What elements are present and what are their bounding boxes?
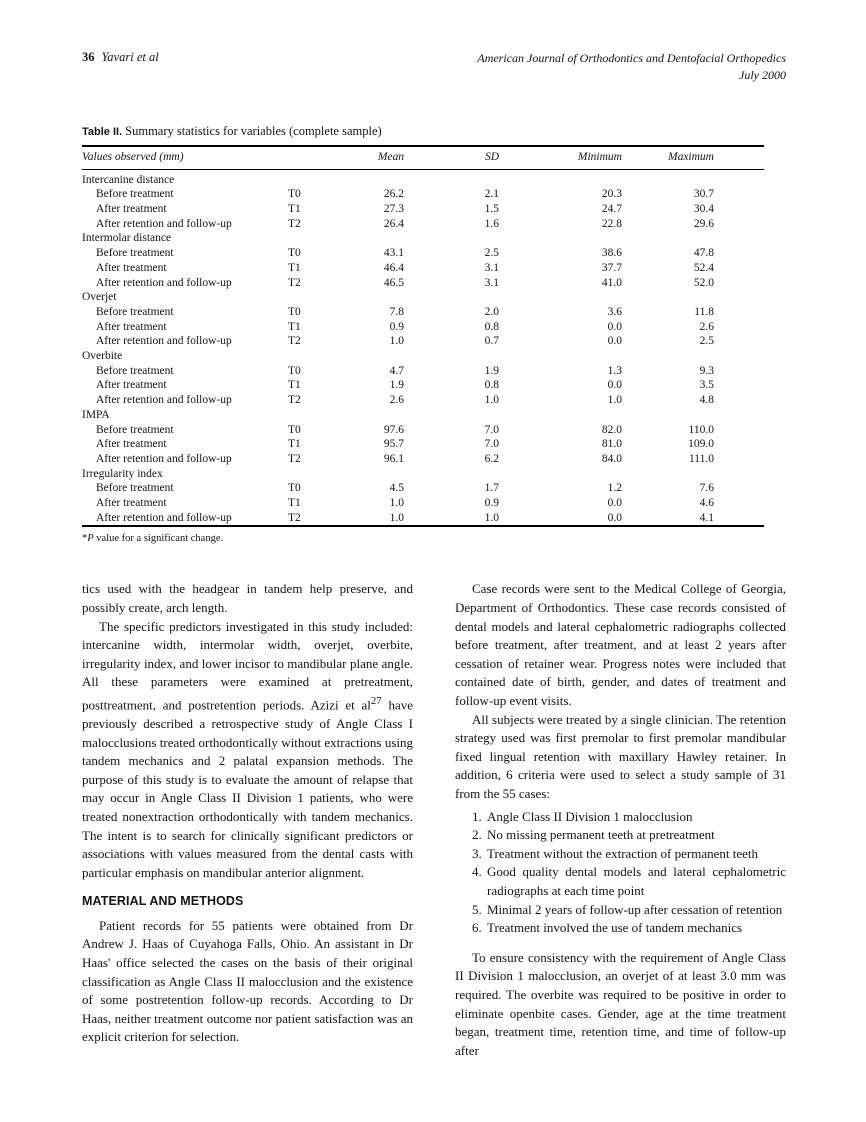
- table-cell: 30.4: [693, 203, 714, 215]
- table-block: [82, 124, 786, 545]
- table-cell: 30.7: [693, 188, 714, 201]
- table-cell: 9.3: [699, 364, 714, 377]
- group-name: Overbite: [82, 350, 123, 363]
- col-header-minimum: Minimum: [499, 146, 622, 170]
- paragraph-text: The specific predictors investigated in this study included: intercanine width, intermolar width, overjet, overbite, irregularity index, and lower incisor to mandibular plane angle. All these parameters were examined at pretreatment, posttreatment, and postretention periods. Azizi et al: [82, 618, 413, 713]
- table-cell: 4.1: [699, 511, 714, 524]
- table-cell: 2.1: [484, 188, 499, 201]
- table-cell: T2: [288, 217, 301, 230]
- left-column: [82, 580, 413, 1060]
- table-row: [82, 187, 764, 202]
- table-cell: After retention and follow-up: [96, 511, 232, 524]
- running-head-left: [82, 50, 159, 65]
- col-header-variable: Values observed (mm): [82, 146, 282, 170]
- table-cell: T0: [288, 482, 301, 495]
- table-cell: T0: [288, 423, 301, 436]
- table-cell: 4.5: [389, 482, 404, 495]
- table-cell: 7.6: [699, 482, 714, 495]
- running-head-right: [477, 50, 786, 84]
- criteria-item: 3. Treatment without the extraction of permanent teeth: [485, 845, 786, 864]
- table-cell: After treatment: [96, 438, 167, 451]
- table-cell: 52.0: [693, 276, 714, 289]
- table-cell: After retention and follow-up: [96, 276, 232, 289]
- table-cell: After retention and follow-up: [96, 335, 232, 348]
- running-authors: Yavari et al: [101, 50, 159, 64]
- table-cell: 3.5: [699, 379, 714, 392]
- table-cell: Before treatment: [96, 247, 174, 260]
- table-cell: 4.8: [699, 394, 714, 407]
- table-cell: After retention and follow-up: [96, 452, 232, 465]
- table-cell: 3.1: [484, 261, 499, 274]
- table-cell: 1.0: [389, 497, 404, 510]
- criteria-item: 6. Treatment involved the use of tandem mechanics: [485, 919, 786, 938]
- group-name: Irregularity index: [82, 467, 163, 480]
- table-row: [82, 378, 764, 393]
- footnote-star: *: [82, 533, 88, 545]
- table-cell: Before treatment: [96, 423, 174, 436]
- table-cell: 27.3: [383, 203, 404, 215]
- col-header-mean: Mean: [352, 146, 404, 170]
- table-cell: After treatment: [96, 497, 167, 510]
- paragraph-patient-records: Patient records for 55 patients were obtained from Dr Andrew J. Haas of Cuyahoga Falls, Ohio. An assistant in Dr Haas' office selected the cases on the basis of their original classification as Angle Class II malocclusion and the existence of some postretention follow-up records. According to Dr Haas, neither treatment outcome nor patient satisfaction was an explicit criterion for selection.: [82, 917, 413, 1045]
- paragraph-predictors: [82, 618, 413, 883]
- summary-statistics-table: [82, 145, 764, 528]
- right-column: [455, 580, 786, 1060]
- table-row: [82, 334, 764, 349]
- table-group-header-row: [82, 349, 764, 364]
- table-cell: 96.1: [383, 452, 404, 465]
- article-body: [82, 580, 786, 1060]
- table-cell: 3.1: [484, 276, 499, 289]
- group-name: IMPA: [82, 408, 110, 421]
- paragraph-consistency: To ensure consistency with the requirement of Angle Class II Division 1 malocclusion, an overjet of at least 3.0 mm was required. The overbite was required to be positive in order to eliminate openbite cases. Gender, age at the time treatment began, treatment time, retention time, and time of follow-up after: [455, 949, 786, 1058]
- table-cell: T1: [288, 379, 301, 392]
- table-row: [82, 496, 764, 511]
- table-cell: 1.6: [484, 217, 499, 230]
- table-cell: 2.6: [389, 394, 404, 407]
- paragraph-retention-strategy: All subjects were treated by a single clinician. The retention strategy used was first premolar to first premolar mandibular fixed lingual retention with maxillary Hawley retainer. In addition, 6 criteria were used to select a study sample of 31 from the 55 cases:: [455, 711, 786, 801]
- table-cell: 38.6: [601, 247, 622, 260]
- table-cell: T2: [288, 276, 301, 289]
- table-cell: After retention and follow-up: [96, 217, 232, 230]
- table-cell: 6.2: [484, 452, 499, 465]
- table-cell: 46.4: [383, 261, 404, 274]
- criteria-item: 1. Angle Class II Division 1 malocclusion: [485, 808, 786, 827]
- table-cell: 20.3: [601, 188, 622, 201]
- table-cell: 3.6: [607, 305, 622, 318]
- paragraph-case-records: Case records were sent to the Medical College of Georgia, Department of Orthodontics. These case records consisted of dental models and lateral cephalometric radiographs collected before treatment, after treatment, and at least 2 years after cessation of retainer wear. Progress notes were included that contained date of birth, gender, and dates of treatment and follow-up event visits.: [455, 581, 786, 709]
- running-head: [82, 50, 786, 84]
- table-cell: 84.0: [601, 452, 622, 465]
- table-row: [82, 437, 764, 452]
- table-cell: 0.0: [607, 511, 622, 524]
- paragraph-continuation: tics used with the headgear in tandem help preserve, and possibly create, arch length.: [82, 581, 413, 616]
- col-header-maximum: Maximum: [622, 146, 764, 170]
- table-cell: 110.0: [688, 423, 714, 436]
- table-cell: 2.6: [699, 320, 714, 333]
- table-cell: 1.2: [607, 482, 622, 495]
- table-cell: 0.9: [484, 497, 499, 510]
- table-row: [82, 202, 764, 217]
- table-cell: 0.0: [607, 335, 622, 348]
- table-cell: 46.5: [383, 276, 404, 289]
- page-number: 36: [82, 50, 95, 64]
- table-cell: 7.0: [484, 438, 499, 451]
- table-row: [82, 423, 764, 438]
- table-cell: 43.1: [383, 247, 404, 260]
- table-row: [82, 276, 764, 291]
- table-header-row: [82, 146, 764, 170]
- table-cell: T1: [288, 261, 301, 274]
- table-cell: 1.0: [389, 335, 404, 348]
- table-cell: 109.0: [688, 438, 714, 451]
- table-cell: 41.0: [601, 276, 622, 289]
- table-cell: 0.0: [607, 497, 622, 510]
- table-row: [82, 261, 764, 276]
- table-cell: After treatment: [96, 379, 167, 392]
- table-cell: 0.8: [484, 379, 499, 392]
- criteria-list: [455, 808, 786, 938]
- table-row: [82, 393, 764, 408]
- table-cell: T0: [288, 188, 301, 201]
- table-cell: T1: [288, 438, 301, 451]
- group-name: Intercanine distance: [82, 173, 175, 186]
- table-cell: Before treatment: [96, 364, 174, 377]
- table-row: [82, 305, 764, 320]
- footnote-text: value for a significant change.: [93, 533, 224, 545]
- table-row: [82, 320, 764, 335]
- table-cell: 81.0: [601, 438, 622, 451]
- table-cell: 24.7: [601, 203, 622, 215]
- table-cell: T0: [288, 247, 301, 260]
- table-row: [82, 217, 764, 232]
- table-cell: 37.7: [601, 261, 622, 274]
- table-group-header-row: [82, 231, 764, 246]
- table-cell: 7.8: [389, 305, 404, 318]
- table-group-header-row: [82, 290, 764, 305]
- table-cell: 0.0: [607, 320, 622, 333]
- table-group-header-row: [82, 467, 764, 482]
- table-row: [82, 246, 764, 261]
- table-group-header-row: [82, 408, 764, 423]
- table-row: [82, 364, 764, 379]
- table-cell: 2.0: [484, 305, 499, 318]
- table-cell: T1: [288, 497, 301, 510]
- table-cell: Before treatment: [96, 305, 174, 318]
- table-body: [82, 169, 764, 526]
- table-cell: 2.5: [699, 335, 714, 348]
- journal-title: American Journal of Orthodontics and Dentofacial Orthopedics: [477, 51, 786, 65]
- table-cell: T0: [288, 364, 301, 377]
- table-cell: T0: [288, 305, 301, 318]
- table-footnote: [82, 533, 786, 544]
- table-row: [82, 452, 764, 467]
- criteria-item: 5. Minimal 2 years of follow-up after cessation of retention: [485, 901, 786, 920]
- table-cell: 95.7: [383, 438, 404, 451]
- paragraph-text: have previously described a retrospective study of Angle Class I malocclusions treated orthodontically without extractions using tandem mechanics and 2 palatal expansion methods. The purpose of this study is to evaluate the amount of relapse that may occur in Angle Class II Division 1 patients, who were treated nonextraction orthodontically with tandem mechanics. The intent is to search for clinically significant predictors or associations with values measured from the dental casts with particular emphasis on mandibular anterior alignment.: [82, 697, 413, 880]
- table-cell: 1.9: [484, 364, 499, 377]
- table-cell: 4.6: [699, 497, 714, 510]
- table-cell: 0.9: [389, 320, 404, 333]
- table-cell: T2: [288, 452, 301, 465]
- table-group-header-row: [82, 169, 764, 187]
- table-cell: 47.8: [693, 247, 714, 260]
- table-cell: 1.9: [389, 379, 404, 392]
- table-cell: 111.0: [688, 452, 714, 465]
- col-header-sd: SD: [404, 146, 499, 170]
- table-cell: 0.0: [607, 379, 622, 392]
- table-cell: T1: [288, 320, 301, 333]
- reference-superscript: 27: [370, 695, 382, 708]
- table-cell: 97.6: [383, 423, 404, 436]
- table-cell: 4.7: [389, 364, 404, 377]
- table-cell: T2: [288, 335, 301, 348]
- group-name: Overjet: [82, 291, 117, 304]
- criteria-item: 2. No missing permanent teeth at pretreatment: [485, 826, 786, 845]
- table-cell: 1.0: [484, 394, 499, 407]
- table-cell: After treatment: [96, 261, 167, 274]
- table-cell: 0.7: [484, 335, 499, 348]
- section-heading-material-and-methods: MATERIAL AND METHODS: [82, 894, 244, 909]
- table-row: [82, 481, 764, 496]
- table-cell: 2.5: [484, 247, 499, 260]
- table-cell: 7.0: [484, 423, 499, 436]
- issue-date: July 2000: [739, 67, 786, 82]
- table-cell: 1.0: [607, 394, 622, 407]
- table-cell: After retention and follow-up: [96, 394, 232, 407]
- table-cell: 26.4: [383, 217, 404, 230]
- table-cell: 22.8: [601, 217, 622, 230]
- table-cell: 1.0: [389, 511, 404, 524]
- table-cell: 1.5: [484, 203, 499, 215]
- table-cell: 11.8: [694, 305, 714, 318]
- table-cell: T2: [288, 511, 301, 524]
- table-cell: 1.3: [607, 364, 622, 377]
- table-cell: 29.6: [693, 217, 714, 230]
- table-row: [82, 511, 764, 527]
- table-label: Table II.: [82, 125, 123, 138]
- table-cell: After treatment: [96, 320, 167, 333]
- table-title: Summary statistics for variables (complete sample): [125, 123, 382, 138]
- table-cell: After treatment: [96, 203, 167, 215]
- table-cell: 52.4: [693, 261, 714, 274]
- table-cell: T1: [288, 203, 301, 215]
- table-cell: Before treatment: [96, 482, 174, 495]
- criteria-item: 4. Good quality dental models and lateral cephalometric radiographs at each time point: [485, 863, 786, 900]
- table-cell: 0.8: [484, 320, 499, 333]
- table-cell: 1.7: [484, 482, 499, 495]
- table-cell: T2: [288, 394, 301, 407]
- table-cell: 26.2: [383, 188, 404, 201]
- group-name: Intermolar distance: [82, 232, 172, 245]
- table-caption: [82, 124, 786, 139]
- table-cell: 1.0: [484, 511, 499, 524]
- footnote-symbol: P: [87, 533, 94, 545]
- col-header-time: [282, 146, 352, 170]
- table-cell: 82.0: [601, 423, 622, 436]
- table-cell: Before treatment: [96, 188, 174, 201]
